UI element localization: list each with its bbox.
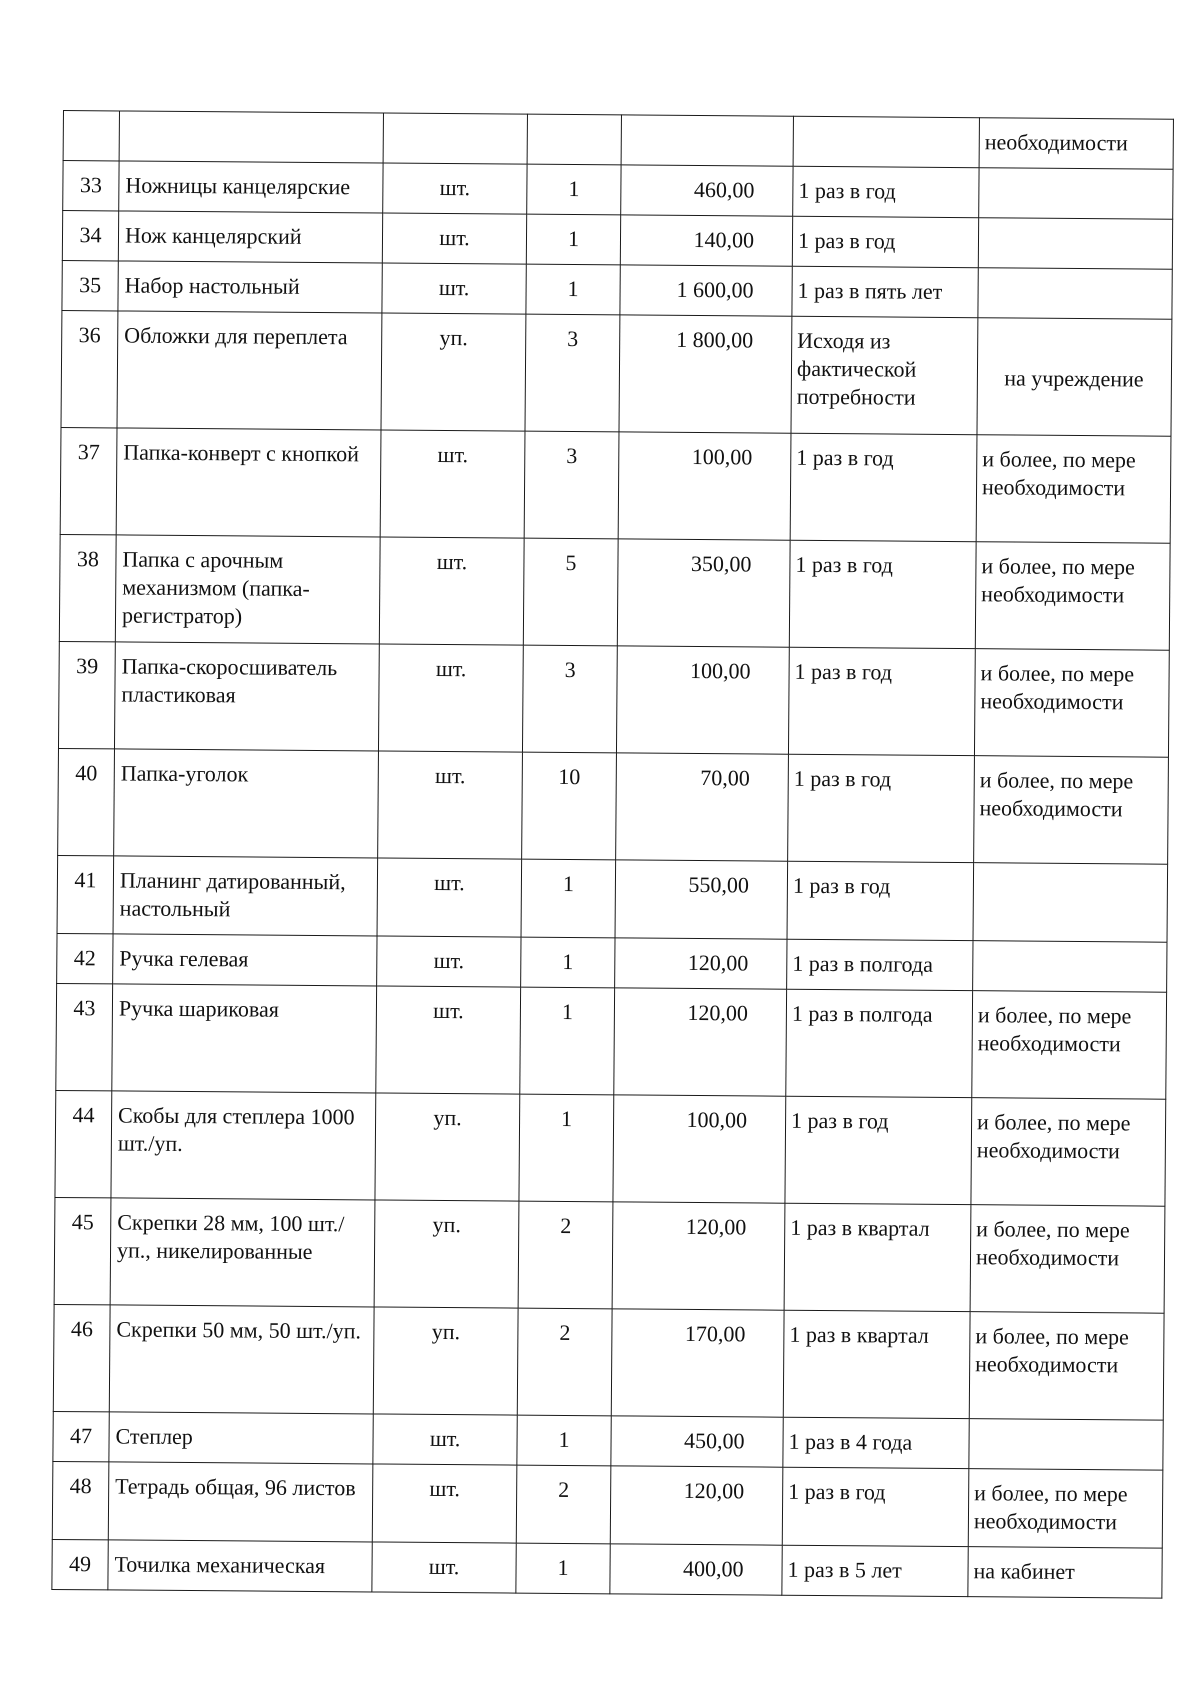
cell-frequency: 1 раз в год [787,861,974,940]
cell-qty: 1 [519,1094,614,1202]
cell-qty: 1 [527,164,621,215]
cell-name: Ручка шариковая [112,984,377,1093]
table-row [52,1539,1162,1598]
cell-num: 38 [59,534,116,641]
cell-frequency: 1 раз в полгода [786,989,973,1097]
table-row [56,983,1167,1099]
cell-num: 37 [60,427,117,534]
table-row [52,1461,1163,1548]
cell-qty: 3 [525,314,620,432]
cell-num: 45 [54,1197,111,1304]
cell-qty: 3 [524,431,619,539]
cell-unit: шт. [378,751,523,859]
cell-unit: шт. [379,537,524,645]
cell-qty: 5 [523,538,618,646]
cell-qty: 2 [516,1465,611,1544]
cell-note: и более, по мере необходимости [972,991,1167,1100]
cell-frequency: 1 раз в год [793,166,979,217]
cell-frequency: 1 раз в год [792,216,978,267]
cell-note: и более, по мере необходимости [971,1098,1166,1207]
cell-qty: 1 [521,859,616,938]
cell-unit [383,113,527,164]
cell-unit: шт. [380,430,525,538]
cell-price [621,115,793,166]
cell-unit: шт. [373,1414,517,1465]
table-row [61,310,1172,436]
cell-price: 140,00 [620,215,792,266]
cell-name: Нож канцелярский [118,211,382,263]
cell-frequency: 1 раз в 4 года [783,1417,969,1468]
cell-unit: шт. [376,986,521,1094]
cell-note [973,863,1168,943]
cell-unit: шт. [377,936,521,987]
cell-num: 49 [52,1539,108,1589]
cell-num: 33 [63,161,119,211]
cell-num: 41 [57,855,114,933]
cell-unit: шт. [382,263,526,314]
cell-price: 70,00 [616,753,789,861]
table-row [57,933,1167,992]
cell-price: 1 800,00 [619,315,792,433]
cell-qty: 1 [526,264,620,315]
cell-note: и более, по мере необходимости [974,756,1169,865]
table-row [58,748,1169,864]
cell-note [979,168,1173,220]
table-row [60,427,1171,543]
cell-qty: 1 [526,214,620,265]
cell-frequency: 1 раз в квартал [783,1310,970,1418]
cell-price: 460,00 [621,165,793,216]
cell-num: 36 [61,310,118,427]
cell-frequency: 1 раз в пять лет [792,266,978,317]
cell-num: 35 [62,260,118,310]
table-row [59,534,1170,650]
table-row [53,1304,1164,1420]
cell-price: 450,00 [611,1416,783,1467]
cell-frequency: 1 раз в год [790,433,977,541]
cell-name: Папка-конверт с кнопкой [116,428,381,537]
cell-qty: 1 [521,937,615,988]
cell-note: и более, по мере необходимости [975,542,1170,651]
cell-unit: шт. [372,1464,517,1543]
cell-name: Тетрадь общая, 96 листов [108,1462,373,1542]
cell-frequency: 1 раз в квартал [784,1203,971,1311]
supplies-table [51,110,1174,1599]
cell-num: 48 [52,1461,109,1539]
cell-price: 400,00 [610,1544,782,1595]
cell-name: Папка-уголок [114,749,379,858]
cell-qty [527,114,621,165]
cell-unit: уп. [375,1093,520,1201]
cell-note [973,941,1167,993]
cell-note: и более, по мере необходимости [968,1469,1163,1549]
cell-note: необходимости [979,118,1173,170]
cell-num: 40 [58,748,115,855]
cell-qty: 2 [517,1308,612,1416]
cell-frequency [793,116,979,167]
cell-qty: 1 [517,1415,611,1466]
cell-price: 1 600,00 [620,265,792,316]
cell-name: Набор настольный [118,261,382,313]
cell-frequency: 1 раз в полгода [787,939,973,990]
cell-num: 44 [55,1090,112,1197]
cell-note [978,268,1172,320]
cell-note: и более, по мере необходимости [970,1205,1165,1314]
table-row-continued [63,111,1173,170]
table-row [55,1090,1166,1206]
cell-name: Ручка гелевая [113,934,377,986]
cell-note: и более, по мере необходимости [974,649,1169,758]
cell-num: 46 [53,1304,110,1411]
cell-unit: шт. [372,1542,516,1593]
cell-frequency: 1 раз в год [788,647,975,755]
cell-num: 39 [58,641,115,748]
cell-unit: шт. [378,644,523,752]
cell-name: Степлер [109,1412,373,1464]
cell-price: 100,00 [618,432,791,540]
cell-note: на учреждение [977,318,1172,437]
cell-num: 34 [62,211,118,261]
cell-qty: 10 [522,752,617,860]
cell-unit: уп. [374,1200,519,1308]
cell-qty: 1 [516,1543,610,1594]
cell-note [978,218,1172,270]
cell-price: 120,00 [614,988,787,1096]
cell-frequency: 1 раз в год [789,540,976,648]
cell-name [119,111,383,163]
cell-name: Точилка механическая [108,1540,372,1592]
cell-frequency: 1 раз в год [785,1096,972,1204]
table-row [58,641,1169,757]
cell-qty: 3 [522,645,617,753]
cell-price: 100,00 [616,646,789,754]
cell-note: и более, по мере необходимости [976,435,1171,544]
cell-unit: шт. [383,163,527,214]
cell-name: Скобы для степлера 1000 шт./уп. [111,1091,376,1200]
cell-note [969,1419,1163,1471]
cell-num: 43 [56,983,113,1090]
cell-note: на кабинет [968,1547,1162,1599]
cell-price: 550,00 [615,860,788,939]
cell-price: 170,00 [611,1309,784,1417]
cell-price: 120,00 [612,1202,785,1310]
cell-price: 350,00 [617,539,790,647]
cell-qty: 1 [520,987,615,1095]
cell-frequency: 1 раз в год [782,1467,969,1546]
cell-num: 47 [53,1411,109,1461]
table-row [62,211,1172,270]
cell-note: и более, по мере необходимости [969,1312,1164,1421]
cell-name: Планинг датированный, настольный [113,856,378,936]
cell-frequency: 1 раз в 5 лет [782,1545,968,1596]
cell-name: Папка-скоросшиватель пластиковая [114,642,379,751]
cell-unit: шт. [377,858,522,937]
cell-unit: уп. [373,1307,518,1415]
cell-unit: шт. [382,213,526,264]
table-row [63,161,1173,220]
cell-num [63,111,119,161]
cell-frequency: 1 раз в год [788,754,975,862]
cell-name: Скрепки 50 мм, 50 шт./уп. [109,1305,374,1414]
table-row [62,260,1172,319]
cell-unit: уп. [381,313,526,431]
cell-name: Ножницы канцелярские [119,161,383,213]
cell-name: Папка с арочным механизмом (папка-регистратор) [115,535,380,644]
table-row [57,855,1168,942]
cell-price: 120,00 [610,1466,783,1545]
cell-price: 120,00 [615,938,787,989]
cell-price: 100,00 [613,1095,786,1203]
table-row [53,1411,1163,1470]
cell-num: 42 [57,933,113,983]
cell-qty: 2 [518,1201,613,1309]
table-row [54,1197,1165,1313]
cell-name: Обложки для переплета [117,311,382,430]
cell-frequency: Исходя из фактической потребности [791,316,978,434]
cell-name: Скрепки 28 мм, 100 шт./уп., никелированные [110,1198,375,1307]
